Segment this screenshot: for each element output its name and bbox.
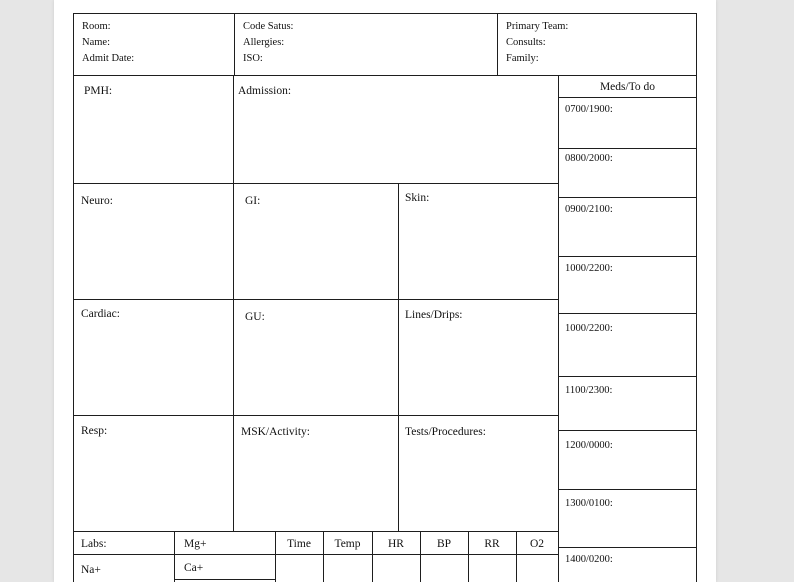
meds-time-1200: 1200/0000: bbox=[565, 440, 613, 451]
form-left-border bbox=[73, 13, 74, 582]
msk-activity-label: MSK/Activity: bbox=[241, 426, 311, 438]
name-label: Name: bbox=[82, 37, 110, 48]
primary-team-label: Primary Team: bbox=[506, 21, 569, 32]
resp-label: Resp: bbox=[81, 425, 108, 437]
meds-time-0900: 0900/2100: bbox=[565, 204, 613, 215]
grid-row-divider bbox=[74, 299, 558, 300]
grid-col-divider-2 bbox=[398, 183, 399, 532]
labs-label: Labs: bbox=[81, 538, 107, 550]
tests-procedures-label: Tests/Procedures: bbox=[405, 426, 486, 438]
vitals-rr-header: RR bbox=[484, 538, 500, 550]
labs-row-divider bbox=[174, 579, 275, 580]
grid-col-divider-1 bbox=[233, 75, 234, 532]
form-right-border bbox=[696, 13, 697, 582]
meds-row-divider bbox=[558, 489, 696, 490]
vitals-bp-header: BP bbox=[436, 538, 452, 550]
gu-label: GU: bbox=[245, 311, 265, 323]
neuro-label: Neuro: bbox=[81, 195, 113, 207]
meds-row-divider bbox=[558, 197, 696, 198]
meds-column-left-border bbox=[558, 75, 559, 582]
vitals-time-header: Time bbox=[287, 538, 311, 550]
grid-row-divider bbox=[74, 183, 558, 184]
meds-row-divider bbox=[558, 376, 696, 377]
room-label: Room: bbox=[82, 21, 111, 32]
meds-row-divider bbox=[558, 430, 696, 431]
grid-row-divider bbox=[74, 415, 558, 416]
header-divider-2 bbox=[497, 13, 498, 75]
mg-label: Mg+ bbox=[184, 538, 207, 550]
allergies-label: Allergies: bbox=[243, 37, 285, 48]
meds-time-1100: 1100/2300: bbox=[565, 385, 613, 396]
meds-time-1000-b: 1000/2200: bbox=[565, 323, 613, 334]
labs-col-divider bbox=[174, 531, 175, 582]
admission-label: Admission: bbox=[238, 85, 292, 97]
consults-label: Consults: bbox=[506, 37, 546, 48]
meds-time-0700: 0700/1900: bbox=[565, 104, 613, 115]
skin-label: Skin: bbox=[405, 192, 430, 204]
meds-row-divider bbox=[558, 256, 696, 257]
header-bottom-border bbox=[74, 75, 697, 76]
vitals-temp-header: Temp bbox=[334, 538, 361, 550]
meds-time-1300: 1300/0100: bbox=[565, 498, 613, 509]
meds-title: Meds/To do bbox=[599, 81, 656, 93]
vitals-o2-header: O2 bbox=[529, 538, 545, 550]
lines-drips-label: Lines/Drips: bbox=[405, 309, 463, 321]
meds-time-1000: 1000/2200: bbox=[565, 263, 613, 274]
vitals-hr-header: HR bbox=[388, 538, 404, 550]
paper-page bbox=[54, 0, 716, 582]
header-top-border bbox=[74, 13, 697, 14]
admit-date-label: Admit Date: bbox=[82, 53, 135, 64]
meds-title-divider bbox=[558, 97, 696, 98]
meds-row-divider bbox=[558, 313, 696, 314]
code-status-label: Code Satus: bbox=[243, 21, 294, 32]
meds-row-divider bbox=[558, 148, 696, 149]
family-label: Family: bbox=[506, 53, 539, 64]
iso-label: ISO: bbox=[243, 53, 263, 64]
gi-label: GI: bbox=[245, 195, 261, 207]
meds-row-divider bbox=[558, 547, 696, 548]
na-label: Na+ bbox=[81, 564, 101, 576]
grid-row-divider bbox=[74, 531, 558, 532]
header-divider-1 bbox=[234, 13, 235, 75]
meds-time-0800: 0800/2000: bbox=[565, 153, 613, 164]
meds-time-1400: 1400/0200: bbox=[565, 554, 613, 565]
cardiac-label: Cardiac: bbox=[81, 308, 120, 320]
ca-label: Ca+ bbox=[184, 562, 204, 574]
pmh-label: PMH: bbox=[84, 85, 113, 97]
labs-row-divider bbox=[74, 554, 558, 555]
